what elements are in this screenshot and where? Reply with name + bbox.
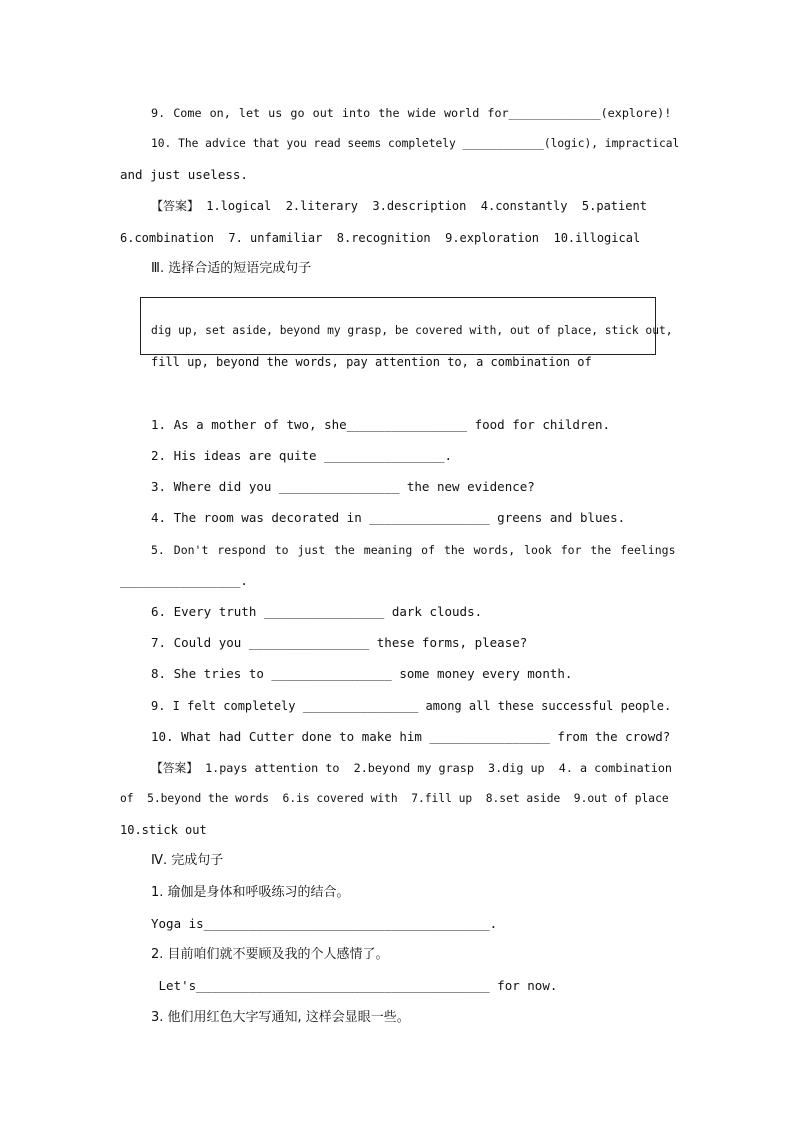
sentence-4: 4. The room was decorated in ________________ greens and blues. [151,510,626,525]
sentence-2: 2. His ideas are quite ________________. [151,448,453,463]
answer-key-2: 【答案】 1.logical 2.literary 3.description 4.constantly 5.patient [151,199,647,213]
sentence-10: 10. What had Cutter done to make him ________________ from the crowd? [151,729,671,744]
question-10-cont: and just useless. [120,167,248,182]
answer-key-3-end: 10.stick out [120,823,207,837]
translate-2-answer-line: Let's_______________________________________ for now. [151,978,558,993]
phrase-list-line-2: fill up, beyond the words, pay attention to, a combination of [151,355,592,369]
translate-3-prompt: 3. 他们用红色大字写通知, 这样会显眼一些。 [151,1010,410,1025]
translate-2-prompt: 2. 目前咱们就不要顾及我的个人感情了。 [151,947,389,962]
sentence-1: 1. As a mother of two, she________________ food for children. [151,417,611,432]
sentence-5-cont: ________________. [120,573,248,588]
sentence-9: 9. I felt completely ________________ among all these successful people. [151,699,672,713]
sentence-6: 6. Every truth ________________ dark clouds. [151,604,483,619]
question-9: 9. Come on, let us go out into the wide world for_____________(explore)! [151,106,672,120]
sentence-3: 3. Where did you ________________ the new evidence? [151,479,535,494]
answer-key-3: 【答案】 1.pays attention to 2.beyond my grasp 3.dig up 4. a combination [151,761,672,775]
answer-key-2-cont: 6.combination 7. unfamiliar 8.recognition 9.exploration 10.illogical [120,231,641,245]
translate-1-prompt: 1. 瑜伽是身体和呼吸练习的结合。 [151,885,350,900]
section-3-heading: Ⅲ. 选择合适的短语完成句子 [151,261,312,276]
phrase-list-line-1: dig up, set aside, beyond my grasp, be covered with, out of place, stick out, [151,324,673,337]
translate-1-answer-line: Yoga is______________________________________. [151,916,498,931]
sentence-5: 5. Don't respond to just the meaning of the words, look for the feelings [151,543,676,557]
sentence-7: 7. Could you ________________ these forms, please? [151,635,528,650]
section-4-heading: Ⅳ. 完成句子 [151,853,224,868]
sentence-8: 8. She tries to ________________ some money every month. [151,666,573,681]
question-10: 10. The advice that you read seems completely ____________(logic), impractical [151,137,680,150]
answer-key-3-cont: of 5.beyond the words 6.is covered with 7.fill up 8.set aside 9.out of place [120,792,669,805]
